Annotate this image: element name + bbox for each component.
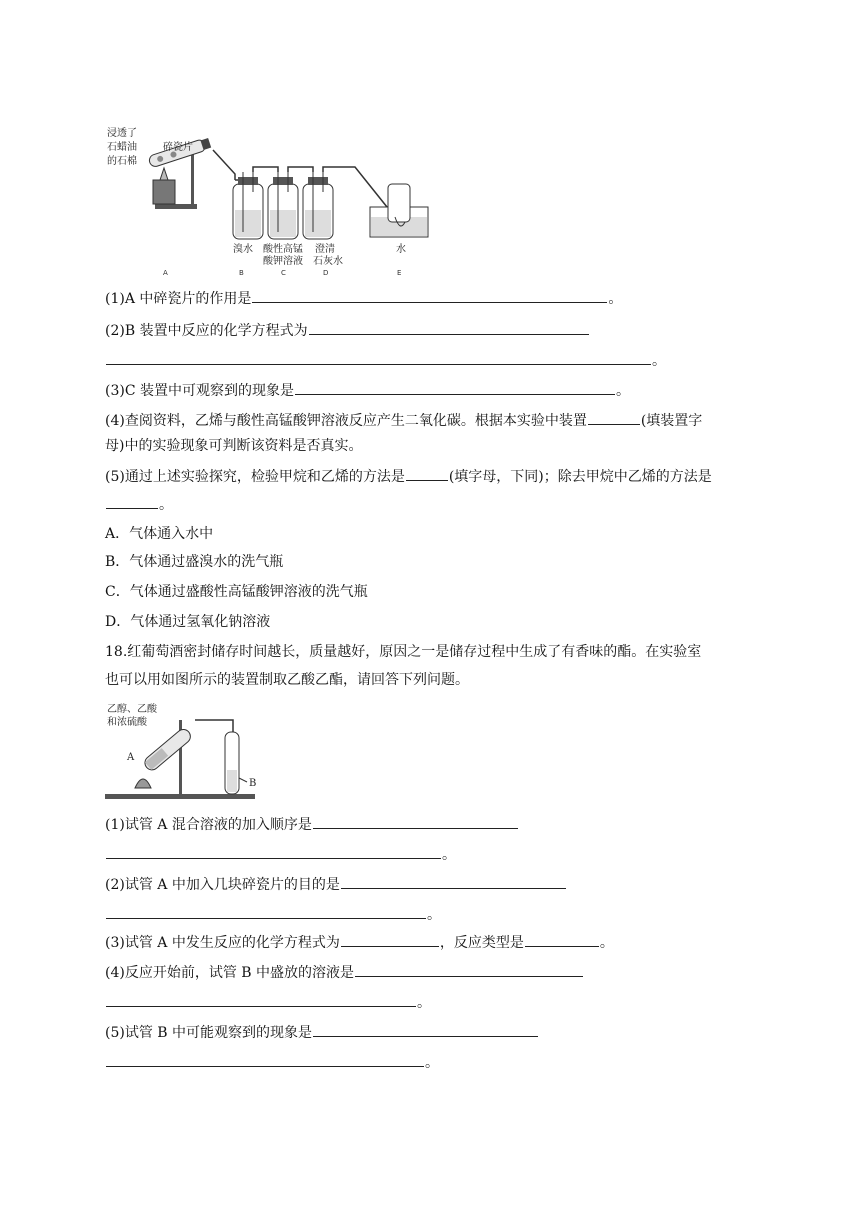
q18-intro-1: 18.红葡萄酒密封储存时间越长，质量越好，原因之一是储存过程中生成了有香味的酯。在实验室: [105, 644, 702, 660]
label-limewater-2: 石灰水: [313, 256, 343, 267]
q17-part4: (4)查阅资料，乙烯与酸性高锰酸钾溶液反应产生二氧化碳。根据本实验中装置 (填装置字: [105, 410, 702, 431]
q17-part4-cont: 母)中的实验现象可判断该资料是否真实。: [105, 438, 363, 454]
stand-base: [155, 204, 197, 209]
label-asbestos-2: 石蜡油: [107, 142, 137, 153]
option-c: C．气体通过盛酸性高锰酸钾溶液的洗气瓶: [105, 584, 368, 600]
option-d: D．气体通过氢氧化钠溶液: [105, 614, 271, 630]
label-asbestos-3: 的石棉: [107, 156, 137, 167]
label-limewater-1: 澄清: [315, 244, 335, 255]
q18-part3: (3)试管 A 中发生反应的化学方程式为 ，反应类型是 。: [105, 932, 614, 953]
q18-part5: (5)试管 B 中可能观察到的现象是: [105, 1022, 539, 1043]
label-a: A: [127, 752, 135, 763]
water-trough-e: [370, 184, 428, 237]
q17-part5-cont: 。: [105, 494, 173, 515]
q18-part1-cont: 。: [105, 844, 456, 865]
answer-blank[interactable]: [309, 320, 589, 335]
letter-e: E: [397, 269, 402, 277]
answer-blank[interactable]: [106, 1052, 424, 1067]
ester-diagram: [105, 700, 265, 800]
answer-blank[interactable]: [252, 288, 607, 303]
answer-blank[interactable]: [106, 844, 441, 859]
q17-part5: (5)通过上述实验探究，检验甲烷和乙烯的方法是 (填字母，下同)；除去甲烷中乙烯的方法是: [105, 466, 712, 487]
answer-blank[interactable]: [313, 1022, 538, 1037]
answer-blank[interactable]: [295, 380, 615, 395]
test-tube-a: [142, 727, 193, 773]
label-b: B: [249, 778, 257, 789]
answer-blank[interactable]: [106, 494, 158, 509]
bottle-b: [233, 172, 263, 239]
answer-blank[interactable]: [525, 932, 599, 947]
answer-blank[interactable]: [341, 874, 566, 889]
figure-cracking-apparatus: [105, 122, 440, 282]
answer-blank[interactable]: [588, 410, 640, 425]
letter-b: B: [239, 269, 244, 277]
letter-d: D: [323, 269, 329, 277]
q17-part2: (2)B 装置中反应的化学方程式为: [105, 320, 590, 341]
answer-blank[interactable]: [106, 992, 416, 1007]
q17-part3: (3)C 装置中可观察到的现象是 。: [105, 380, 630, 401]
flame: [160, 168, 168, 180]
label-reagents-2: 和浓硫酸: [107, 717, 147, 728]
q17-part2-cont: 。: [105, 350, 666, 371]
q18-part4: (4)反应开始前，试管 B 中盛放的溶液是: [105, 962, 584, 983]
answer-blank[interactable]: [313, 814, 518, 829]
figure-ester-apparatus: [105, 700, 265, 800]
label-kmno4-2: 酸钾溶液: [263, 256, 303, 267]
bottle-d: [303, 172, 333, 239]
burner-block: [153, 180, 175, 204]
q18-intro-2: 也可以用如图所示的装置制取乙酸乙酯，请回答下列问题。: [105, 672, 469, 688]
option-b: B．气体通过盛溴水的洗气瓶: [105, 554, 284, 570]
bottle-c: [268, 172, 298, 239]
label-kmno4-1: 酸性高锰: [263, 244, 303, 255]
option-a: A．气体通入水中: [105, 526, 214, 542]
q18-part1: (1)试管 A 混合溶液的加入顺序是: [105, 814, 519, 835]
answer-blank[interactable]: [106, 904, 426, 919]
letter-a: A: [163, 269, 168, 277]
answer-blank[interactable]: [106, 350, 651, 365]
q18-part4-cont: 。: [105, 992, 431, 1013]
q17-part1: (1)A 中碎瓷片的作用是 。: [105, 288, 622, 309]
answer-blank[interactable]: [341, 932, 439, 947]
q18-part5-cont: 。: [105, 1052, 439, 1073]
answer-blank[interactable]: [355, 962, 583, 977]
label-water: 水: [396, 244, 406, 255]
apparatus-diagram: [105, 122, 440, 282]
burner: [135, 779, 151, 788]
label-asbestos-1: 浸透了: [107, 128, 137, 139]
letter-c: C: [281, 269, 286, 277]
label-porcelain-chips: 碎瓷片: [163, 142, 193, 153]
stand-rod: [191, 150, 194, 206]
answer-blank[interactable]: [406, 466, 448, 481]
q18-part2: (2)试管 A 中加入几块碎瓷片的目的是: [105, 874, 567, 895]
label-bromine-water: 溴水: [233, 244, 253, 255]
label-reagents-1: 乙醇、乙酸: [107, 704, 157, 715]
q18-part2-cont: 。: [105, 904, 441, 925]
